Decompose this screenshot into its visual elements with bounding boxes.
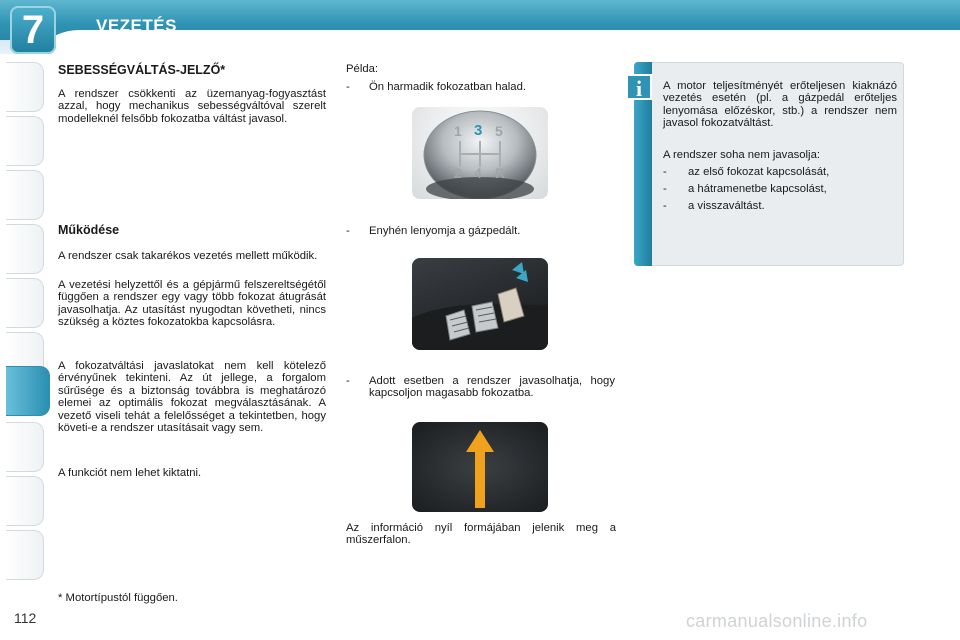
step-1-text: Ön harmadik fokozatban halad. <box>369 81 526 93</box>
page-header <box>0 0 960 54</box>
chapter-title: VEZETÉS <box>96 16 177 35</box>
info-paragraph-1: A motor teljesítményét erőteljesen kiaknázó vezetés esetén (pl. a gázpedál erőteljes lenyomása előzéskor, stb.) a rendszer nem javasol fokozatváltást. <box>663 80 897 130</box>
upshift-indicator-image <box>412 422 548 512</box>
subsection-title: Működése <box>58 223 120 237</box>
chapter-tab-9[interactable] <box>6 476 44 526</box>
dashboard-caption: Az információ nyíl formájában jelenik meg a műszerfalon. <box>346 522 616 547</box>
gear-label-2: 2 <box>454 165 462 181</box>
info-item-1: az első fokozat kapcsolását, <box>688 166 830 178</box>
operation-paragraph-1: A rendszer csak takarékos vezetés mellett működik. <box>58 250 318 262</box>
chapter-tab-3[interactable] <box>6 170 44 220</box>
step-2-dash: - <box>346 225 350 237</box>
info-item-1-dash: - <box>663 166 667 178</box>
operation-paragraph-3: A fokozatváltási javaslatokat nem kell kötelező érvényűnek tekinteni. Az út jellege, a forgalom sűrűsége és a biztonság továbbra is meghatározó elemei az optimális fokozat megválasztásának. A vezető viseli tehát a felelősséget a tekintetben, hogy követi-e a rendszer utasításait vagy sem. <box>58 360 326 435</box>
header-wave <box>40 30 960 56</box>
operation-paragraph-2: A vezetési helyzettől és a gépjármű felszereltségétől függően a rendszer egy vagy több fokozat átugrását javasolhatja. Az utasítást nyugodtan követheti, nincs szükség a köztes fokozatokba kapcsolásra. <box>58 279 326 329</box>
watermark: carmanualsonline.info <box>686 611 868 631</box>
chapter-tab-8[interactable] <box>6 422 44 472</box>
chapter-tab-2[interactable] <box>6 116 44 166</box>
step-2-text: Enyhén lenyomja a gázpedált. <box>369 225 521 237</box>
example-label: Példa: <box>346 63 379 75</box>
step-3-dash: - <box>346 375 350 387</box>
gear-label-4: 4 <box>474 165 482 181</box>
gear-label-3-highlighted: 3 <box>474 122 483 139</box>
pedals-image <box>412 258 548 350</box>
operation-paragraph-4: A funkciót nem lehet kiktatni. <box>58 467 202 479</box>
section-title: SEBESSÉGVÁLTÁS-JELZŐ* <box>58 63 226 77</box>
chapter-number-badge: 7 <box>10 6 56 54</box>
upshift-arrow-icon <box>412 422 548 512</box>
footnote: * Motortípustól függően. <box>58 592 178 604</box>
chapter-tab-7[interactable] <box>6 366 50 416</box>
gear-label-1: 1 <box>454 123 462 139</box>
info-item-3: a visszaváltást. <box>688 200 765 212</box>
gear-label-r: R <box>495 165 506 181</box>
gear-knob-drawing <box>412 107 548 199</box>
step-1-dash: - <box>346 81 350 93</box>
info-icon: i <box>626 74 652 100</box>
step-3-text: Adott esetben a rendszer javasolhatja, hogy kapcsoljon magasabb fokozatba. <box>369 375 615 400</box>
chapter-tab-4[interactable] <box>6 224 44 274</box>
gear-knob-image <box>412 107 548 199</box>
chapter-tabs <box>0 56 48 576</box>
page-number: 112 <box>14 610 37 626</box>
info-item-3-dash: - <box>663 200 667 212</box>
gear-label-5: 5 <box>495 123 503 139</box>
chapter-tab-5[interactable] <box>6 278 44 328</box>
info-paragraph-2: A rendszer soha nem javasolja: <box>663 149 820 161</box>
chapter-tab-10[interactable] <box>6 530 44 580</box>
intro-paragraph: A rendszer csökkenti az üzemanyag-fogyasztást azzal, hogy mechanikus sebességváltóval szerelt modelleknél felsőbb fokozatba váltást javasol. <box>58 88 326 125</box>
pedals-drawing <box>412 258 548 350</box>
info-item-2: a hátramenetbe kapcsolást, <box>688 183 827 195</box>
info-item-2-dash: - <box>663 183 667 195</box>
chapter-tab-1[interactable] <box>6 62 44 112</box>
